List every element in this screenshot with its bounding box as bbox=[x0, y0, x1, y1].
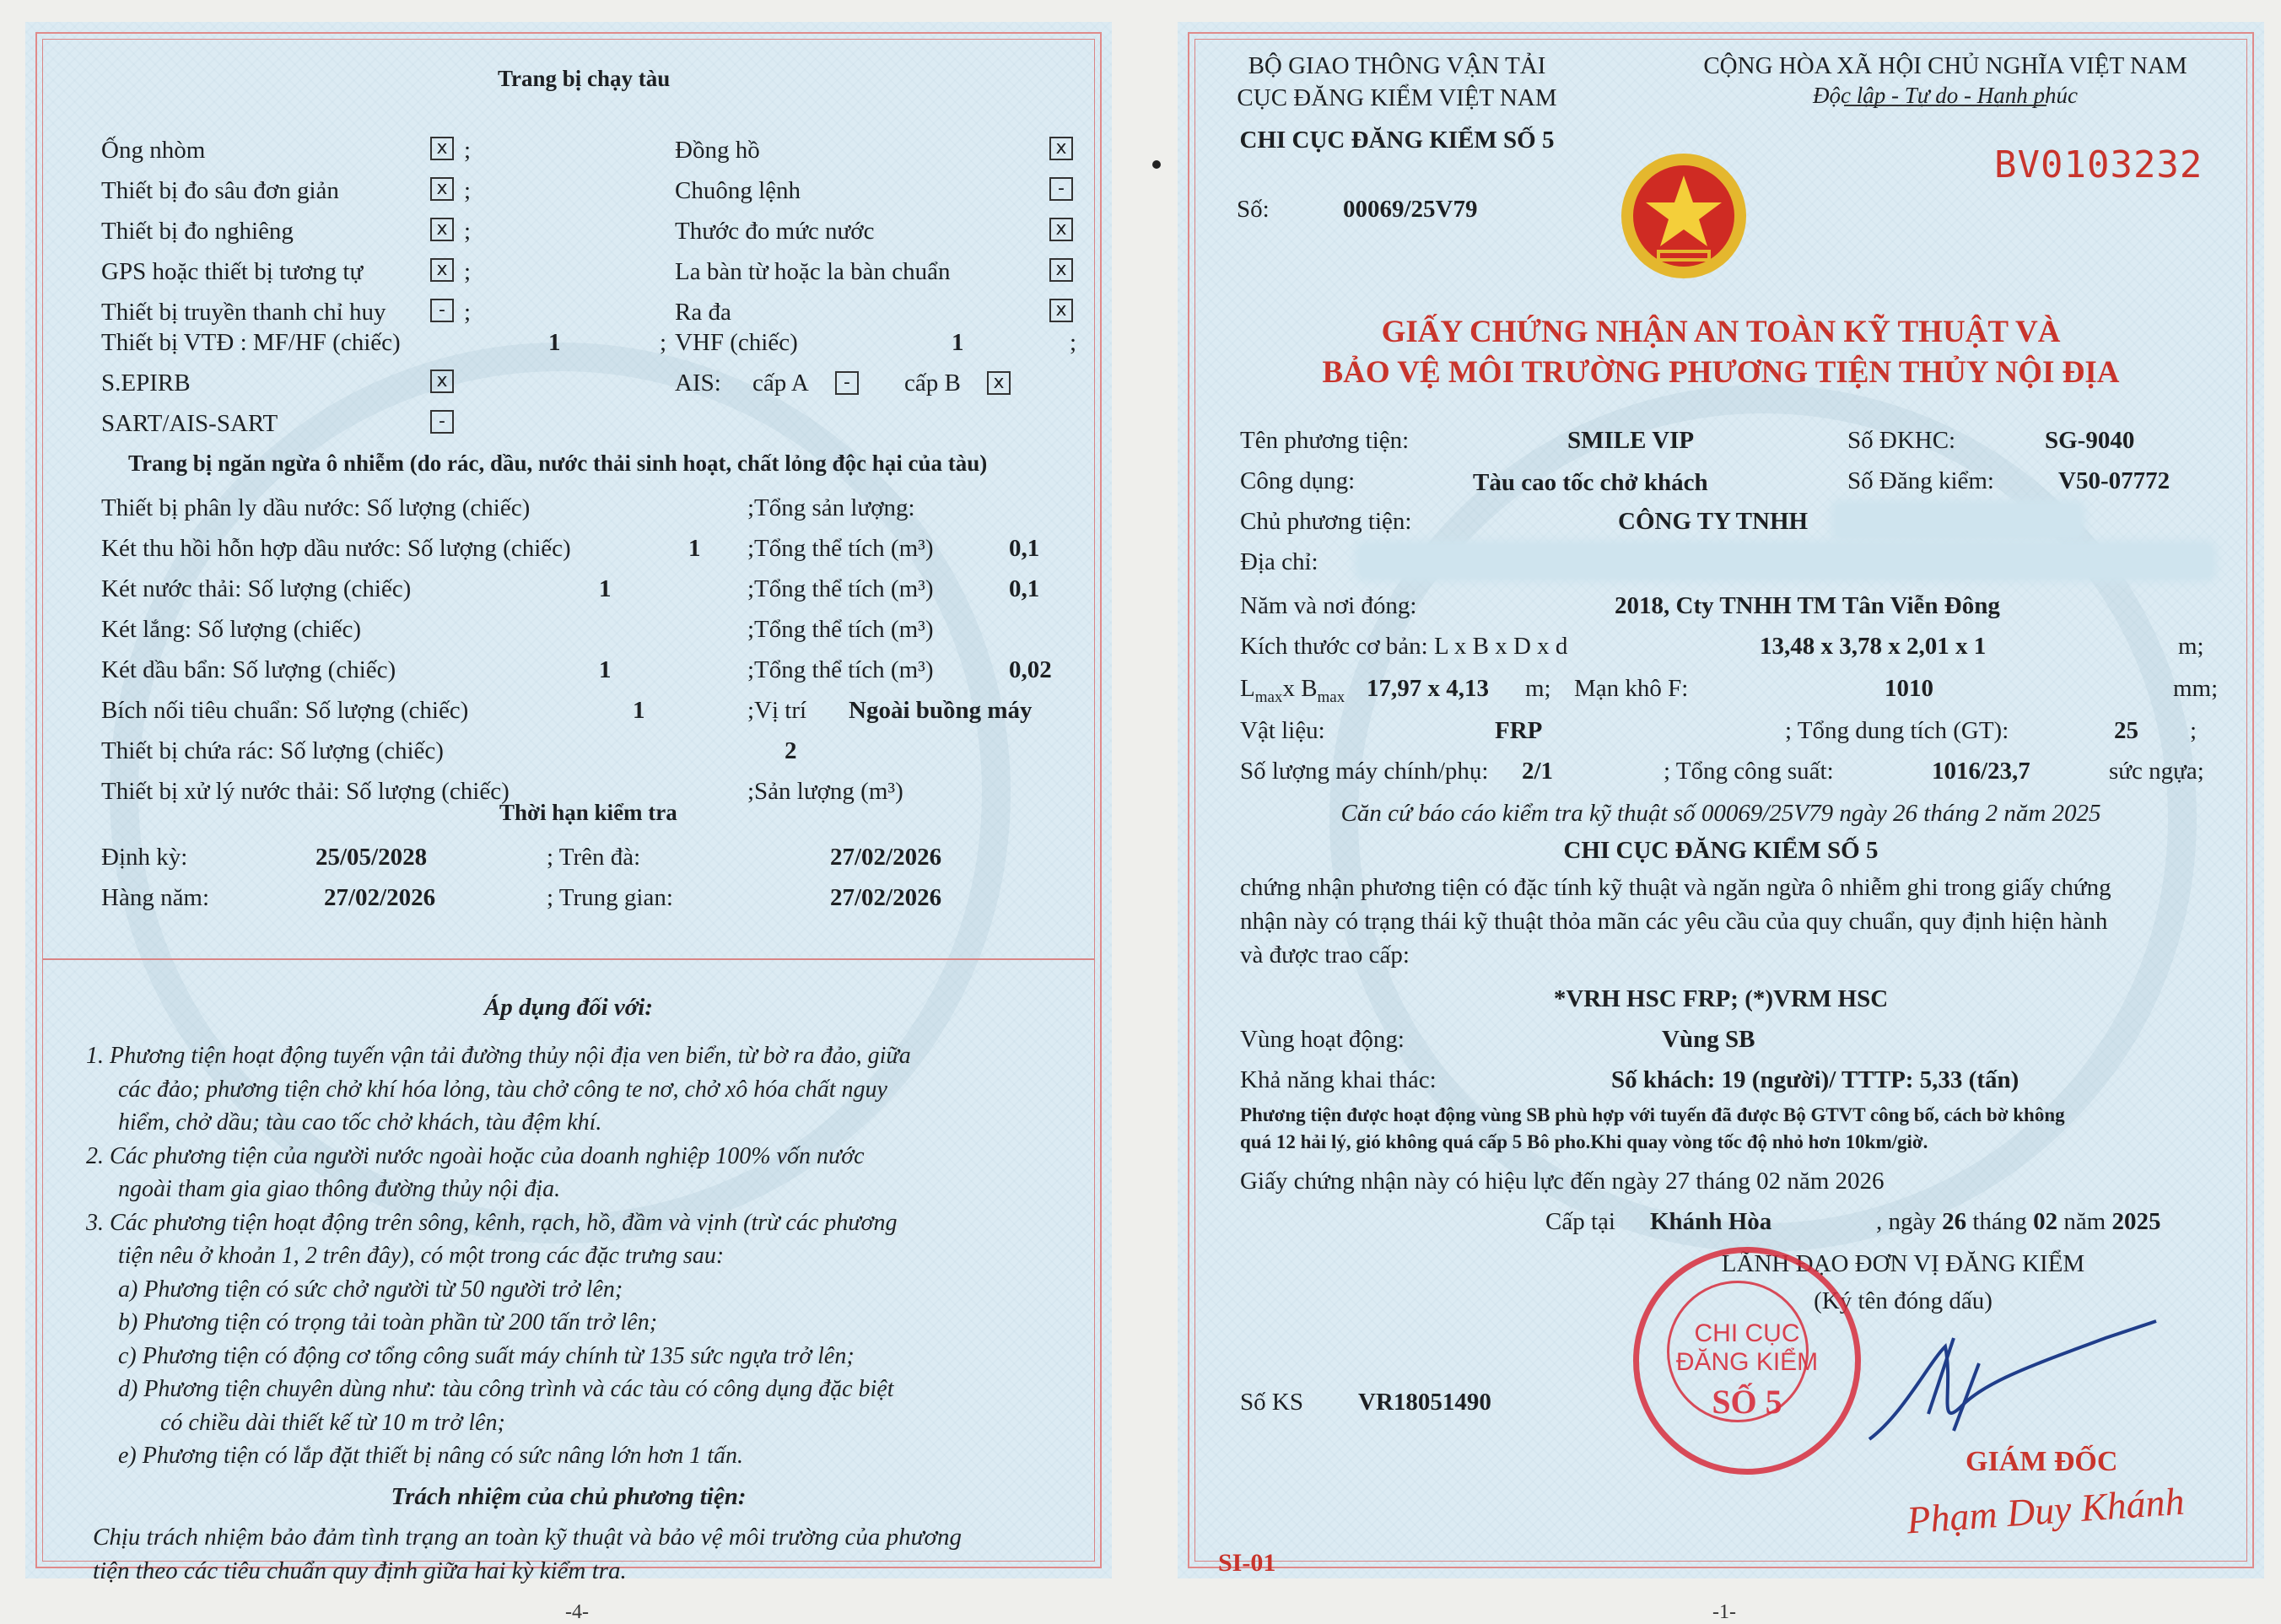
address-label: Địa chỉ: bbox=[1240, 548, 1318, 575]
separator: ; bbox=[464, 137, 472, 164]
director-title: GIÁM ĐỐC bbox=[1966, 1446, 2118, 1477]
duty-line-2: tiện theo các tiêu chuẩn quy định giữa hai kỳ kiểm tra. bbox=[93, 1557, 627, 1584]
agency-name: CỤC ĐĂNG KIỂM VIỆT NAM bbox=[1237, 84, 1557, 111]
vhf-value: 1 bbox=[952, 329, 964, 356]
no-value: 00069/25V79 bbox=[1343, 196, 1478, 223]
separator: ; bbox=[464, 258, 472, 285]
pollution-item-right-value: 0,1 bbox=[1009, 535, 1040, 562]
freeboard-label: Mạn khô F: bbox=[1574, 675, 1689, 702]
issued-label: Cấp tại bbox=[1545, 1208, 1615, 1235]
pollution-item-label: Két thu hồi hỗn hợp dầu nước: Số lượng (chiếc) bbox=[101, 535, 571, 562]
sepirb-checkbox: x bbox=[430, 370, 454, 393]
equipment-title: Trang bị chạy tàu bbox=[498, 66, 671, 91]
owner-label: Chủ phương tiện: bbox=[1240, 508, 1412, 535]
redaction-address bbox=[1360, 545, 2212, 577]
sart-label: SART/AIS-SART bbox=[101, 410, 278, 437]
ks-value: VR18051490 bbox=[1358, 1389, 1491, 1416]
sign-note: (Ký tên đóng dấu) bbox=[1814, 1287, 1993, 1314]
page-number: -1- bbox=[1712, 1601, 1736, 1623]
apply-line: a) Phương tiện có sức chở người từ 50 người trở lên; bbox=[118, 1276, 623, 1303]
vtd-value: 1 bbox=[548, 329, 561, 356]
capacity-label: Khả năng khai thác: bbox=[1240, 1066, 1437, 1093]
pollution-item-qty: 1 bbox=[599, 656, 612, 683]
engines: 2/1 bbox=[1522, 758, 1554, 785]
lbmax-unit: m; bbox=[1525, 675, 1551, 702]
basis-line: Căn cứ báo cáo kiểm tra kỹ thuật số 00069/25V79 ngày 26 tháng 2 năm 2025 bbox=[1340, 800, 2101, 827]
pollution-item-qty: 1 bbox=[633, 697, 645, 724]
equipment-label: Thiết bị đo nghiêng bbox=[101, 218, 294, 245]
certificate-back-page bbox=[25, 22, 1112, 1623]
vhf-label: VHF (chiếc) bbox=[675, 329, 798, 356]
pollution-item-right-label: ;Tổng sản lượng: bbox=[747, 494, 915, 521]
equipment-checkbox: x bbox=[1049, 137, 1073, 160]
apply-line: có chiều dài thiết kế từ 10 m trở lên; bbox=[160, 1409, 505, 1436]
gt-value: 25 bbox=[2114, 717, 2138, 744]
certificate-front-page bbox=[1178, 22, 2264, 1623]
gt-label: ; Tổng dung tích (GT): bbox=[1785, 717, 2009, 744]
dock-label: ; Trên đà: bbox=[547, 844, 641, 871]
ais-a-label: cấp A bbox=[752, 370, 809, 397]
apply-line: các đảo; phương tiện chở khí hóa lỏng, tàu chở công te nơ, chở xô hóa chất nguy bbox=[118, 1076, 887, 1103]
official-stamp bbox=[1633, 1247, 1861, 1475]
note-line-1: Phương tiện được hoạt động vùng SB phù hợp với tuyến đã được Bộ GTVT công bố, cách bờ không bbox=[1240, 1104, 2065, 1125]
equipment-label: Thước đo mức nước bbox=[675, 218, 875, 245]
serial-number: BV0103232 bbox=[1994, 143, 2203, 186]
national-emblem bbox=[1615, 148, 1753, 283]
apply-line: 2. Các phương tiện của người nước ngoài hoặc của doanh nghiệp 100% vốn nước bbox=[86, 1142, 865, 1169]
lbmax-label: $L_{max}x$ $B_{max}$ bbox=[1240, 675, 1345, 706]
area-label: Vùng hoạt động: bbox=[1240, 1026, 1405, 1053]
equipment-checkbox: - bbox=[430, 299, 454, 322]
pollution-item-label: Bích nối tiêu chuẩn: Số lượng (chiếc) bbox=[101, 697, 469, 724]
apply-line: c) Phương tiện có động cơ tổng công suất máy chính từ 135 sức ngựa trở lên; bbox=[118, 1342, 855, 1369]
inspection-title: Thời hạn kiểm tra bbox=[499, 800, 677, 825]
equipment-label: Thiết bị truyền thanh chỉ huy bbox=[101, 299, 386, 326]
engines-label: Số lượng máy chính/phụ: bbox=[1240, 758, 1489, 785]
equipment-label: GPS hoặc thiết bị tương tự bbox=[101, 258, 364, 285]
equipment-label: Chuông lệnh bbox=[675, 177, 801, 204]
separator: ; bbox=[660, 329, 667, 356]
freeboard-value: 1010 bbox=[1885, 675, 1933, 702]
hole-punch-mark bbox=[1152, 160, 1161, 169]
capacity: Số khách: 19 (người)/ TTTP: 5,33 (tấn) bbox=[1611, 1066, 2019, 1093]
pollution-item-right-label: ;Tổng thể tích (m³) bbox=[747, 575, 934, 602]
validity-line: Giấy chứng nhận này có hiệu lực đến ngày 27 tháng 02 năm 2026 bbox=[1240, 1168, 1885, 1195]
class-no: V50-07772 bbox=[2058, 467, 2170, 494]
duty-line-1: Chịu trách nhiệm bảo đảm tình trạng an toàn kỹ thuật và bảo vệ môi trường của phương bbox=[93, 1524, 962, 1551]
apply-line: d) Phương tiện chuyên dùng như: tàu công trình và các tàu có công dụng đặc biệt bbox=[118, 1376, 894, 1402]
issued-place: Khánh Hòa bbox=[1650, 1208, 1772, 1235]
material-label: Vật liệu: bbox=[1240, 717, 1325, 744]
periodic-date: 25/05/2028 bbox=[315, 844, 428, 871]
pollution-item-right-label: ;Tổng thể tích (m³) bbox=[747, 616, 934, 643]
branch-name: CHI CỤC ĐĂNG KIỂM SỐ 5 bbox=[1239, 127, 1555, 154]
pollution-item-right-label: ;Tổng thể tích (m³) bbox=[747, 656, 934, 683]
equipment-label: La bàn từ hoặc la bàn chuẩn bbox=[675, 258, 951, 285]
built-label: Năm và nơi đóng: bbox=[1240, 592, 1417, 619]
pollution-item-qty: 1 bbox=[688, 535, 701, 562]
vtd-label: Thiết bị VTĐ : MF/HF (chiếc) bbox=[101, 329, 401, 356]
cert-line-3: và được trao cấp: bbox=[1240, 941, 1410, 968]
pollution-item-right-value: 0,1 bbox=[1009, 575, 1040, 602]
equipment-label: Ống nhòm bbox=[101, 137, 206, 164]
form-code: SI-01 bbox=[1218, 1549, 1276, 1577]
equipment-checkbox: x bbox=[430, 137, 454, 160]
lbmax-value: 17,97 x 4,13 bbox=[1367, 675, 1489, 702]
vessel-name: SMILE VIP bbox=[1567, 427, 1695, 454]
cert-line-1: chứng nhận phương tiện có đặc tính kỹ thuật và ngăn ngừa ô nhiễm ghi trong giấy chứng bbox=[1240, 874, 2111, 901]
republic-name: CỘNG HÒA XÃ HỘI CHỦ NGHĨA VIỆT NAM bbox=[1703, 52, 2187, 79]
cert-line-2: nhận này có trạng thái kỹ thuật thỏa mãn các yêu cầu của quy chuẩn, quy định hiện hành bbox=[1240, 908, 2108, 935]
material: FRP bbox=[1495, 717, 1543, 744]
equipment-checkbox: x bbox=[430, 258, 454, 282]
separator: ; bbox=[464, 177, 472, 204]
certificate-title-2: BẢO VỆ MÔI TRƯỜNG PHƯƠNG TIỆN THỦY NỘI ĐỊA bbox=[1322, 355, 2120, 390]
director-name: Phạm Duy Khánh bbox=[1905, 1479, 2186, 1542]
pollution-item-label: Két nước thải: Số lượng (chiếc) bbox=[101, 575, 412, 602]
dims-value: 13,48 x 3,78 x 2,01 x 1 bbox=[1760, 633, 1987, 660]
motto: Độc lập - Tự do - Hạnh phúc bbox=[1813, 83, 2078, 108]
ais-b-checkbox: x bbox=[987, 371, 1011, 395]
purpose: Tàu cao tốc chở khách bbox=[1473, 469, 1708, 496]
dock-date: 27/02/2026 bbox=[830, 844, 942, 871]
pollution-item-right-label: ;Tổng thể tích (m³) bbox=[747, 535, 934, 562]
equipment-checkbox: x bbox=[1049, 299, 1073, 322]
stamp-line-2: ĐĂNG KIỂM bbox=[1675, 1348, 1819, 1376]
no-label: Số: bbox=[1237, 196, 1270, 223]
separator: ; bbox=[2190, 717, 2197, 744]
annual-label: Hàng năm: bbox=[101, 884, 210, 911]
periodic-label: Định kỳ: bbox=[101, 844, 188, 871]
ais-label: AIS: bbox=[675, 370, 721, 397]
apply-line: hiểm, chở dầu; tàu cao tốc chở khách, tàu đệm khí. bbox=[118, 1109, 602, 1136]
freeboard-unit: mm; bbox=[2173, 675, 2219, 702]
class-notation: *VRH HSC FRP; (*)VRM HSC bbox=[1553, 985, 1889, 1012]
pollution-item-right-label: ;Sản lượng (m³) bbox=[747, 778, 903, 805]
pollution-item-label: Thiết bị xử lý nước thải: Số lượng (chiếc) bbox=[101, 778, 510, 805]
separator: ; bbox=[464, 299, 472, 326]
equipment-checkbox: x bbox=[430, 218, 454, 241]
branch-center: CHI CỤC ĐĂNG KIỂM SỐ 5 bbox=[1563, 837, 1879, 864]
apply-line: ngoài tham gia giao thông đường thủy nội địa. bbox=[118, 1176, 561, 1202]
apply-line: tiện nêu ở khoản 1, 2 trên đây), có một trong các đặc trưng sau: bbox=[118, 1243, 725, 1269]
apply-line: 3. Các phương tiện hoạt động trên sông, kênh, rạch, hồ, đầm và vịnh (trừ các phương bbox=[86, 1209, 898, 1236]
power: 1016/23,7 bbox=[1932, 758, 2030, 785]
vessel-name-label: Tên phương tiện: bbox=[1240, 427, 1410, 454]
pollution-item-right-label: ;Vị trí bbox=[747, 697, 807, 724]
equipment-checkbox: x bbox=[1049, 258, 1073, 282]
power-unit: sức ngựa; bbox=[2109, 758, 2204, 785]
apply-line: b) Phương tiện có trọng tải toàn phần từ 200 tấn trở lên; bbox=[118, 1309, 658, 1335]
apply-line: e) Phương tiện có lắp đặt thiết bị nâng có sức nâng lớn hơn 1 tấn. bbox=[118, 1443, 744, 1469]
apply-line: 1. Phương tiện hoạt động tuyến vận tải đường thủy nội địa ven biển, từ bờ ra đảo, giữa bbox=[86, 1043, 911, 1069]
redaction-owner bbox=[1836, 504, 2080, 537]
equipment-label: Ra đa bbox=[675, 299, 731, 326]
stamp-line-3: SỐ 5 bbox=[1712, 1383, 1782, 1421]
purpose-label: Công dụng: bbox=[1240, 467, 1356, 494]
pollution-item-label: Két dầu bẩn: Số lượng (chiếc) bbox=[101, 656, 396, 683]
pollution-item-right-value: 0,02 bbox=[1009, 656, 1052, 683]
dims-label: Kích thước cơ bản: L x B x D x d bbox=[1240, 633, 1568, 660]
pollution-item-label: Thiết bị phân ly dầu nước: Số lượng (chiếc) bbox=[101, 494, 531, 521]
reg-no: SG-9040 bbox=[2045, 427, 2135, 454]
apply-title: Áp dụng đối với: bbox=[483, 994, 654, 1021]
leader-title: LÃNH ĐẠO ĐƠN VỊ ĐĂNG KIỂM bbox=[1721, 1250, 2085, 1277]
equipment-checkbox: x bbox=[430, 177, 454, 201]
separator: ; bbox=[464, 218, 472, 245]
intermediate-date: 27/02/2026 bbox=[830, 884, 942, 911]
page-number: -4- bbox=[565, 1601, 589, 1623]
pollution-item-label: Thiết bị chứa rác: Số lượng (chiếc) bbox=[101, 737, 444, 764]
ks-label: Số KS bbox=[1240, 1389, 1303, 1416]
power-label: ; Tổng công suất: bbox=[1664, 758, 1834, 785]
sart-checkbox: - bbox=[430, 410, 454, 434]
area: Vùng SB bbox=[1662, 1026, 1755, 1053]
stamp-line-1: CHI CỤC bbox=[1694, 1319, 1800, 1347]
separator: ; bbox=[1070, 329, 1077, 356]
pollution-item-qty: 1 bbox=[599, 575, 612, 602]
note-line-2: quá 12 hải lý, gió không quá cấp 5 Bô pho.Khi quay vòng tốc độ nhỏ hơn 10km/giờ. bbox=[1240, 1131, 1928, 1152]
intermediate-label: ; Trung gian: bbox=[547, 884, 673, 911]
ministry-name: BỘ GIAO THÔNG VẬN TẢI bbox=[1248, 52, 1546, 79]
issued-date: , ngày 26 tháng 02 năm 2025 bbox=[1876, 1208, 2161, 1235]
ais-a-checkbox: - bbox=[835, 371, 859, 395]
sepirb-label: S.EPIRB bbox=[101, 370, 191, 397]
ais-b-label: cấp B bbox=[904, 370, 961, 397]
built: 2018, Cty TNHH TM Tân Viễn Đông bbox=[1615, 592, 2000, 619]
duty-title: Trách nhiệm của chủ phương tiện: bbox=[391, 1483, 747, 1510]
pollution-item-right-value: Ngoài buồng máy bbox=[849, 697, 1033, 724]
pollution-item-qty: 2 bbox=[785, 737, 797, 764]
class-no-label: Số Đăng kiểm: bbox=[1847, 467, 1994, 494]
dims-unit: m; bbox=[2178, 633, 2204, 660]
pollution-title: Trang bị ngăn ngừa ô nhiễm (do rác, dầu, nước thải sinh hoạt, chất lỏng độc hại của tàu) bbox=[128, 451, 988, 476]
equipment-checkbox: x bbox=[1049, 218, 1073, 241]
equipment-label: Đồng hồ bbox=[675, 137, 760, 164]
owner: CÔNG TY TNHH bbox=[1618, 508, 1809, 535]
reg-no-label: Số ĐKHC: bbox=[1847, 427, 1956, 454]
equipment-label: Thiết bị đo sâu đơn giản bbox=[101, 177, 339, 204]
annual-date: 27/02/2026 bbox=[324, 884, 436, 911]
pollution-item-label: Két lắng: Số lượng (chiếc) bbox=[101, 616, 362, 643]
equipment-checkbox: - bbox=[1049, 177, 1073, 201]
certificate-title-1: GIẤY CHỨNG NHẬN AN TOÀN KỸ THUẬT VÀ bbox=[1381, 315, 2061, 349]
